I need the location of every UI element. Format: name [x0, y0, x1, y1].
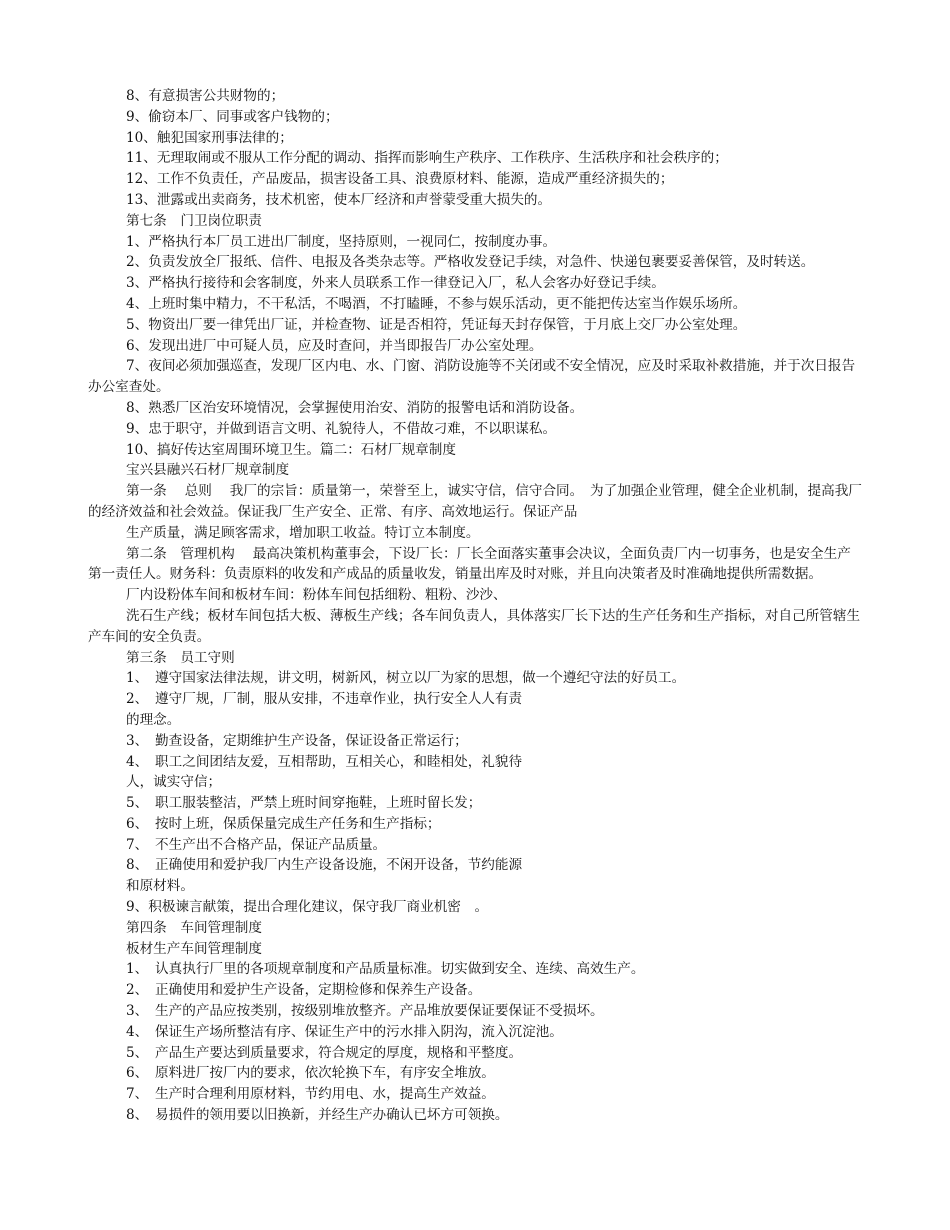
- text-line: 人，诚实守信；: [126, 774, 222, 791]
- text-line: 3、严格执行接待和会客制度，外来人员联系工作一律登记入厂，私人会客办好登记手续。: [126, 275, 665, 292]
- text-line: 2、 遵守厂规，厂制，服从安排，不违章作业，执行安全人人有责: [126, 691, 523, 708]
- text-line: 9、偷窃本厂、同事或客户钱物的；: [126, 108, 339, 125]
- text-line: 1、 遵守国家法律法规，讲文明，树新风，树立以厂为家的思想，做一个遵纪守法的好员工。: [126, 670, 686, 687]
- text-line: 第二条 管理机构 最高决策机构董事会，下设厂长：厂长全面落实董事会决议，全面负责厂内一切事务，也是安全生产第一责任人。财务科：负责原料的收发和产成品的质量收发，销量出库及时对账，并且向决策者及时准确地提供所需数据。: [88, 545, 851, 583]
- text-line: 6、 按时上班，保质保量完成生产任务和生产指标；: [126, 815, 441, 832]
- text-line: 8、有意损害公共财物的；: [126, 88, 285, 104]
- text-line: 和原材料。: [126, 878, 194, 895]
- text-line: 3、 勤查设备，定期维护生产设备，保证设备正常运行；: [126, 732, 468, 749]
- text-line: 7、 生产时合理利用原材料，节约用电、水，提高生产效益。: [126, 1086, 495, 1103]
- text-line: 5、物资出厂要一律凭出厂证，并检查物、证是否相符，凭证每天封存保管，于月底上交厂办公室处理。: [126, 316, 747, 333]
- text-line: 3、 生产的产品应按类别，按级别堆放整齐。产品堆放要保证要保证不受损坏。: [126, 1003, 604, 1020]
- text-line: 4、 职工之间团结友爱，互相帮助，互相关心，和睦相处，礼貌待: [126, 753, 523, 770]
- text-line: 1、严格执行本厂员工进出厂制度，坚持原则，一视同仁，按制度办事。: [126, 233, 557, 250]
- text-line: 9、积极谏言献策，提出合理化建议，保守我厂商业机密 。: [126, 899, 489, 916]
- text-line: 1、 认真执行厂里的各项规章制度和产品质量标准。切实做到安全、连续、高效生产。: [126, 961, 645, 978]
- text-line: 第四条 车间管理制度: [126, 919, 262, 936]
- text-line: 生产质量，满足顾客需求，增加职工收益。特订立本制度。: [126, 524, 480, 541]
- text-line: 4、 保证生产场所整洁有序、保证生产中的污水排入阴沟，流入沉淀池。: [126, 1023, 563, 1040]
- text-line: 2、负责发放全厂报纸、信件、电报及各类杂志等。严格收发登记手续，对急件、快递包裹要妥善保管，及时转送。: [126, 254, 815, 271]
- text-line: 13、泄露或出卖商务，技术机密，使本厂经济和声誉蒙受重大损失的。: [126, 191, 552, 208]
- document-body: [88, 86, 862, 1126]
- text-line: 10、触犯国家刑事法律的；: [126, 129, 293, 146]
- text-line: 9、忠于职守，并做到语言文明、礼貌待人，不借故刁难，不以职谋私。: [126, 420, 557, 437]
- text-line: 11、无理取闹或不服从工作分配的调动、指挥而影响生产秩序、工作秩序、生活秩序和社会秩序的；: [126, 150, 728, 167]
- text-line: 4、上班时集中精力，不干私活，不喝酒，不打瞌睡，不参与娱乐活动，更不能把传达室当作娱乐场所。: [126, 295, 747, 312]
- text-line: 8、 正确使用和爱护我厂内生产设备设施，不闲开设备，节约能源: [126, 857, 523, 874]
- text-line: 6、发现出进厂中可疑人员，应及时查问，并当即报告厂办公室处理。: [126, 337, 543, 354]
- text-line: 的理念。: [126, 711, 181, 728]
- text-line: 第三条 员工守则: [126, 649, 235, 666]
- text-line: 2、 正确使用和爱护生产设备，定期检修和保养生产设备。: [126, 982, 482, 999]
- text-line: 宝兴县融兴石材厂规章制度: [126, 462, 290, 479]
- text-line: 6、 原料进厂按厂内的要求，依次轮换下车，有序安全堆放。: [126, 1065, 495, 1082]
- text-line: 7、夜间必须加强巡查，发现厂区内电、水、门窗、消防设施等不关闭或不安全情况，应及时采取补救措施，并于次日报告办公室查处。: [88, 358, 856, 396]
- text-line: 板材生产车间管理制度: [126, 940, 262, 957]
- text-line: 洗石生产线；板材车间包括大板、薄板生产线；各车间负责人，具体落实厂长下达的生产任务和生产指标，对自己所管辖生产车间的安全负责。: [88, 607, 861, 645]
- text-line: 7、 不生产出不合格产品，保证产品质量。: [126, 836, 387, 853]
- text-line: 厂内设粉体车间和板材车间：粉体车间包括细粉、粗粉、沙沙、: [126, 587, 507, 604]
- text-line: 12、工作不负责任，产品废品，损害设备工具、浪费原材料、能源，造成严重经济损失的；: [126, 171, 674, 188]
- text-line: 第一条 总则 我厂的宗旨：质量第一，荣誉至上，诚实守信，信守合同。 为了加强企业管理，健全企业机制，提高我厂的经济效益和社会效益。保证我厂生产安全、正常、有序、高效地运行。保证产品: [88, 483, 862, 520]
- text-line: 5、 职工服装整洁，严禁上班时间穿拖鞋，上班时留长发；: [126, 795, 482, 812]
- text-line: 8、 易损件的领用要以旧换新，并经生产办确认已坏方可领换。: [126, 1107, 509, 1124]
- text-line: 8、熟悉厂区治安环境情况，会掌握使用治安、消防的报警电话和消防设备。: [126, 399, 584, 416]
- text-line: 第七条 门卫岗位职责: [126, 212, 262, 229]
- text-line: 10、搞好传达室周围环境卫生。篇二：石材厂规章制度: [126, 441, 456, 458]
- text-line: 5、 产品生产要达到质量要求，符合规定的厚度，规格和平整度。: [126, 1044, 523, 1061]
